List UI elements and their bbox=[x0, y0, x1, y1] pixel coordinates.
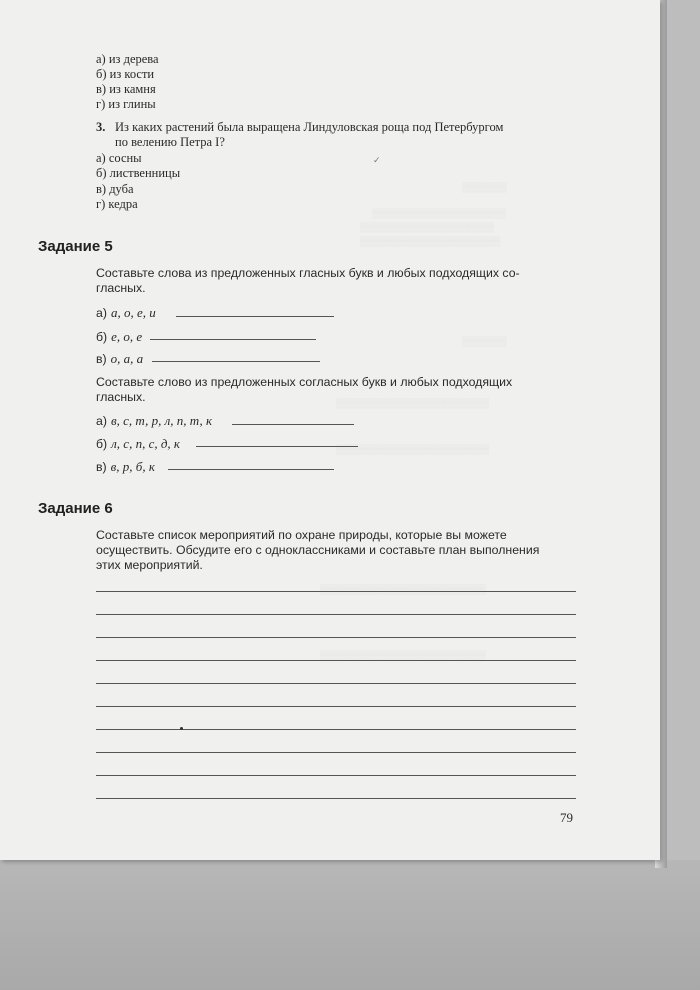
item-label: а) bbox=[96, 414, 107, 428]
item-label: б) bbox=[96, 330, 108, 344]
desk-background bbox=[0, 860, 700, 990]
q3-option-a: а) сосны bbox=[96, 151, 142, 165]
bleed-through-text: ▒▒▒▒▒▒▒▒▒▒▒▒▒▒▒▒▒▒▒▒▒ bbox=[360, 222, 494, 232]
ink-dot bbox=[180, 727, 183, 730]
task6-instruction-line1: Составьте список мероприятий по охране природы, которые вы можете bbox=[96, 528, 507, 542]
answer-line-consonant-c[interactable] bbox=[168, 469, 334, 470]
q2-option-d: г) из глины bbox=[96, 97, 156, 111]
answer-line[interactable] bbox=[96, 660, 576, 661]
item-letters: в, р, б, к bbox=[110, 459, 155, 474]
answer-line-vowel-b[interactable] bbox=[150, 339, 316, 340]
answer-line[interactable] bbox=[96, 729, 576, 730]
task5-instruction1-line1: Составьте слова из предложенных гласных букв и любых подходящих со- bbox=[96, 266, 520, 280]
q3-number: 3. bbox=[96, 120, 106, 134]
item-letters: е, о, е bbox=[111, 329, 143, 344]
item-letters: о, а, а bbox=[110, 351, 144, 366]
vowel-item-a bbox=[96, 304, 156, 322]
item-label: б) bbox=[96, 437, 108, 451]
bleed-through-text: ▒▒▒▒▒▒▒▒▒▒▒▒▒▒▒▒▒▒▒▒▒▒▒▒▒▒ bbox=[320, 584, 486, 594]
item-letters: л, с, п, с, д, к bbox=[111, 436, 181, 451]
item-letters: в, с, т, р, л, п, т, к bbox=[110, 413, 213, 428]
item-label: в) bbox=[96, 352, 107, 366]
task6-instruction-line3: этих мероприятий. bbox=[96, 558, 203, 572]
q3-option-c: в) дуба bbox=[96, 182, 134, 196]
q2-option-c: в) из камня bbox=[96, 82, 156, 96]
q3-option-d: г) кедра bbox=[96, 197, 138, 211]
bleed-through-text: ▒▒▒▒▒▒▒▒▒▒▒▒▒▒▒▒▒▒▒▒▒▒▒▒ bbox=[336, 398, 490, 408]
item-label: в) bbox=[96, 460, 107, 474]
q3-option-b: б) лиственницы bbox=[96, 166, 181, 180]
q2-option-b: б) из кости bbox=[96, 67, 155, 81]
task5-instruction2-line2: гласных. bbox=[96, 390, 146, 404]
answer-line[interactable] bbox=[96, 752, 576, 753]
q3-text-line1: Из каких растений была выращена Линдуловская роща под Петербургом bbox=[115, 120, 504, 134]
answer-line[interactable] bbox=[96, 775, 576, 776]
page-number: 79 bbox=[560, 810, 573, 825]
q2-option-a: а) из дерева bbox=[96, 52, 159, 66]
task5-instruction2-line1: Составьте слово из предложенных согласных букв и любых подходящих bbox=[96, 375, 513, 389]
vowel-item-c bbox=[96, 350, 143, 368]
bleed-through-text: ▒▒▒▒▒▒▒ bbox=[462, 182, 507, 192]
answer-line-vowel-c[interactable] bbox=[152, 361, 320, 362]
ink-mark: ✓ bbox=[373, 155, 381, 165]
consonant-item-a bbox=[96, 412, 212, 430]
answer-line[interactable] bbox=[96, 706, 576, 707]
consonant-item-b bbox=[96, 435, 180, 453]
consonant-item-c bbox=[96, 458, 155, 476]
task5-instruction1-line2: гласных. bbox=[96, 281, 146, 295]
answer-line[interactable] bbox=[96, 614, 576, 615]
answer-line-consonant-a[interactable] bbox=[232, 424, 354, 425]
task6-instruction-line2: осуществить. Обсудите его с одноклассниками и составьте план выполнения bbox=[96, 543, 540, 557]
item-label: а) bbox=[96, 306, 107, 320]
vowel-item-b bbox=[96, 328, 142, 346]
answer-line[interactable] bbox=[96, 798, 576, 799]
bleed-through-text: ▒▒▒▒▒▒▒▒▒▒▒▒▒▒▒▒▒▒▒▒▒▒ bbox=[360, 236, 501, 246]
answer-line[interactable] bbox=[96, 637, 576, 638]
answer-line[interactable] bbox=[96, 591, 576, 592]
bleed-through-text: ▒▒▒▒▒▒▒▒▒▒▒▒▒▒▒▒▒▒▒▒▒▒▒▒▒▒ bbox=[320, 650, 486, 660]
answer-line-vowel-a[interactable] bbox=[176, 316, 334, 317]
answer-line-consonant-b[interactable] bbox=[196, 446, 358, 447]
bleed-through-text: ▒▒▒▒▒▒▒▒▒▒▒▒▒▒▒▒▒▒▒▒▒ bbox=[372, 208, 506, 218]
q3-text-line2: по велению Петра I? bbox=[115, 135, 225, 149]
item-letters: а, о, е, и bbox=[110, 305, 156, 320]
task6-heading: Задание 6 bbox=[38, 500, 113, 517]
bleed-through-text: ▒▒▒▒▒▒▒ bbox=[462, 336, 507, 346]
task5-heading: Задание 5 bbox=[38, 238, 113, 255]
answer-line[interactable] bbox=[96, 683, 576, 684]
bleed-through-text: ▒▒▒▒▒▒▒▒▒▒▒▒▒▒▒▒▒▒▒▒▒▒▒▒ bbox=[336, 444, 490, 454]
